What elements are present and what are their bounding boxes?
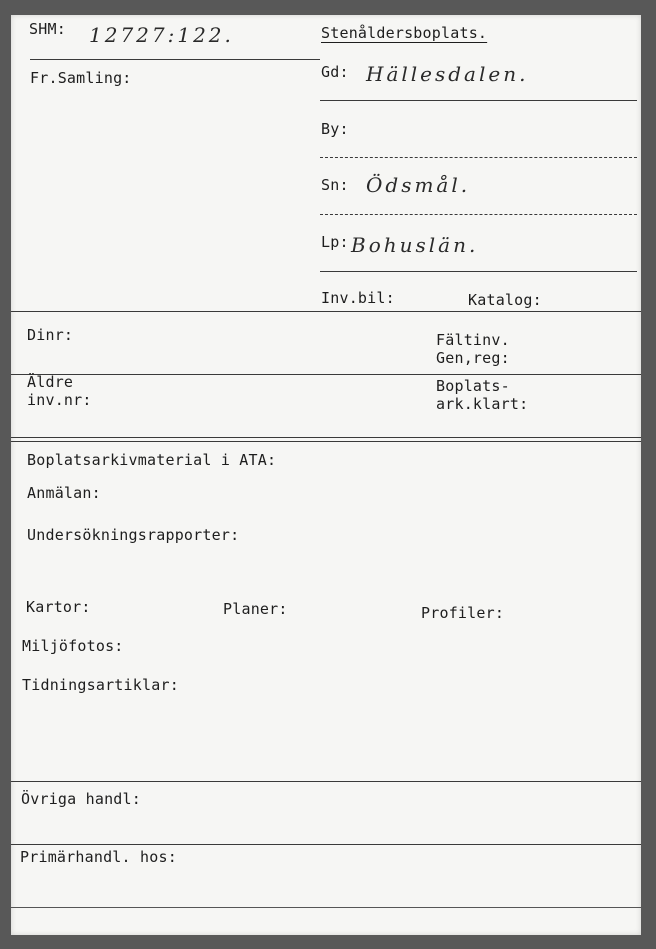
section-rule-5	[11, 844, 641, 845]
gd-rule	[320, 100, 637, 101]
lp-label: Lp:	[321, 233, 349, 251]
aldre-label: Äldre	[27, 373, 74, 391]
lp-value-handwritten: Bohuslän.	[351, 233, 479, 257]
shm-value-handwritten: 12727:122.	[89, 23, 234, 47]
section-rule-1	[11, 311, 641, 312]
section-rule-6	[11, 907, 641, 908]
fr-samling-label: Fr.Samling:	[30, 69, 132, 87]
by-rule	[320, 157, 637, 158]
sn-value-handwritten: Ödsmål.	[366, 173, 471, 197]
catalog-card	[11, 15, 641, 935]
dinr-label: Dinr:	[27, 326, 74, 344]
genreg-label: Gen,reg:	[436, 349, 510, 367]
sn-label: Sn:	[321, 176, 349, 194]
lp-rule	[320, 271, 637, 272]
by-label: By:	[321, 120, 349, 138]
invnr-label: inv.nr:	[27, 391, 92, 409]
section-rule-2	[11, 374, 641, 375]
shm-label: SHM:	[29, 20, 66, 38]
header-rule	[30, 59, 320, 60]
section-rule-3a	[11, 437, 641, 438]
section-rule-3b	[11, 441, 641, 442]
tidningsartiklar-label: Tidningsartiklar:	[22, 676, 179, 694]
arkklart-label: ark.klart:	[436, 395, 529, 413]
gd-value-handwritten: Hällesdalen.	[366, 62, 529, 86]
section-rule-4	[11, 781, 641, 782]
gd-label: Gd:	[321, 63, 349, 81]
anmalan-label: Anmälan:	[27, 484, 101, 502]
ovriga-handl-label: Övriga handl:	[21, 790, 141, 808]
katalog-label: Katalog:	[468, 291, 542, 309]
sn-rule	[320, 214, 637, 215]
primarhandl-label: Primärhandl. hos:	[20, 848, 177, 866]
archive-heading: Boplatsarkivmaterial i ATA:	[27, 451, 277, 469]
planer-label: Planer:	[223, 600, 288, 618]
boplats-label: Boplats-	[436, 377, 510, 395]
miljofotos-label: Miljöfotos:	[22, 637, 124, 655]
profiler-label: Profiler:	[421, 604, 505, 622]
inv-bil-label: Inv.bil:	[321, 289, 395, 307]
card-title: Stenåldersboplats.	[321, 24, 488, 42]
faltinv-label: Fältinv.	[436, 331, 510, 349]
kartor-label: Kartor:	[26, 598, 91, 616]
undersokningsrapporter-label: Undersökningsrapporter:	[27, 526, 240, 544]
